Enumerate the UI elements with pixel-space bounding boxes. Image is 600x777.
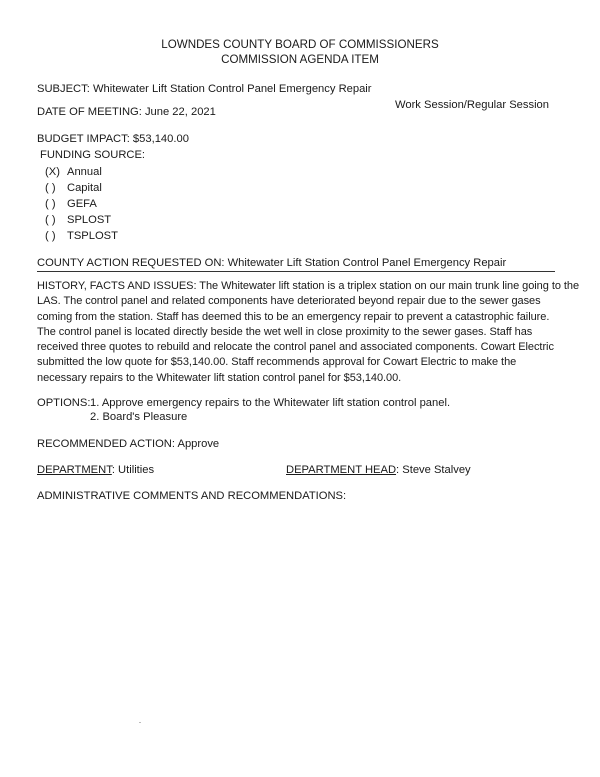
funding-mark: (X): [45, 166, 60, 178]
funding-option-capital: [45, 182, 102, 194]
history-line: necessary repairs to the Whitewater lift station control panel for $53,140.00.: [37, 371, 402, 384]
option-item-2: 2. Board's Pleasure: [90, 411, 188, 423]
funding-option-annual: [45, 166, 102, 178]
department-label: DEPARTMENT: [37, 464, 112, 476]
section-divider: [37, 271, 555, 272]
history-line: submitted the low quote for $53,140.00. Staff recommends approval for Cowart Electric to make the: [37, 356, 517, 369]
session-type: Work Session/Regular Session: [395, 99, 550, 111]
funding-source-label: FUNDING SOURCE:: [40, 149, 146, 161]
funding-mark: ( ): [45, 214, 56, 226]
department-value: : Utilities: [111, 464, 155, 476]
meeting-date: DATE OF MEETING: June 22, 2021: [37, 106, 216, 118]
recommended-action: RECOMMENDED ACTION: Approve: [37, 438, 220, 450]
history-line: HISTORY, FACTS AND ISSUES: The Whitewater lift station is a triplex station on our main trunk line going to the: [37, 280, 580, 292]
funding-option-tsplost: [45, 230, 118, 242]
subject-line: SUBJECT: Whitewater Lift Station Control Panel Emergency Repair: [37, 83, 372, 95]
options-label: OPTIONS:: [37, 397, 91, 409]
funding-label: SPLOST: [67, 214, 112, 226]
history-line: coming from the station. Staff has deemed this to be an emergency repair to prevent a catastrophic failure.: [37, 310, 550, 323]
department-head: [286, 464, 471, 476]
board-title: LOWNDES COUNTY BOARD OF COMMISSIONERS: [161, 38, 439, 51]
budget-impact: BUDGET IMPACT: $53,140.00: [37, 133, 189, 145]
history-facts-issues: [37, 279, 580, 386]
funding-label: Capital: [67, 182, 102, 194]
option-item-1: 1. Approve emergency repairs to the Whitewater lift station control panel.: [90, 397, 451, 409]
department-head-value: : Steve Stalvey: [396, 464, 471, 476]
agenda-item-title: COMMISSION AGENDA ITEM: [221, 53, 379, 66]
funding-mark: ( ): [45, 198, 56, 210]
department: [37, 464, 154, 476]
funding-mark: ( ): [45, 230, 56, 242]
history-line: The control panel is located directly beside the wet well in close proximity to the sewer gases. Staff has: [37, 325, 533, 338]
funding-label: Annual: [67, 166, 102, 178]
administrative-comments: ADMINISTRATIVE COMMENTS AND RECOMMENDATIONS:: [37, 490, 347, 502]
department-head-label: DEPARTMENT HEAD: [286, 464, 397, 476]
funding-option-gefa: [45, 198, 97, 210]
county-action-requested: COUNTY ACTION REQUESTED ON: Whitewater Lift Station Control Panel Emergency Repair: [37, 257, 507, 269]
funding-mark: ( ): [45, 182, 56, 194]
funding-label: GEFA: [67, 198, 97, 210]
history-line: LAS. The control panel and related components have deteriorated beyond repair due to the sewer gases: [37, 295, 541, 308]
funding-option-splost: [45, 214, 111, 226]
scan-speck: [139, 722, 141, 723]
history-line: received three quotes to rebuild and relocate the control panel and associated components. Cowart Electric: [37, 341, 554, 354]
funding-label: TSPLOST: [67, 230, 118, 242]
